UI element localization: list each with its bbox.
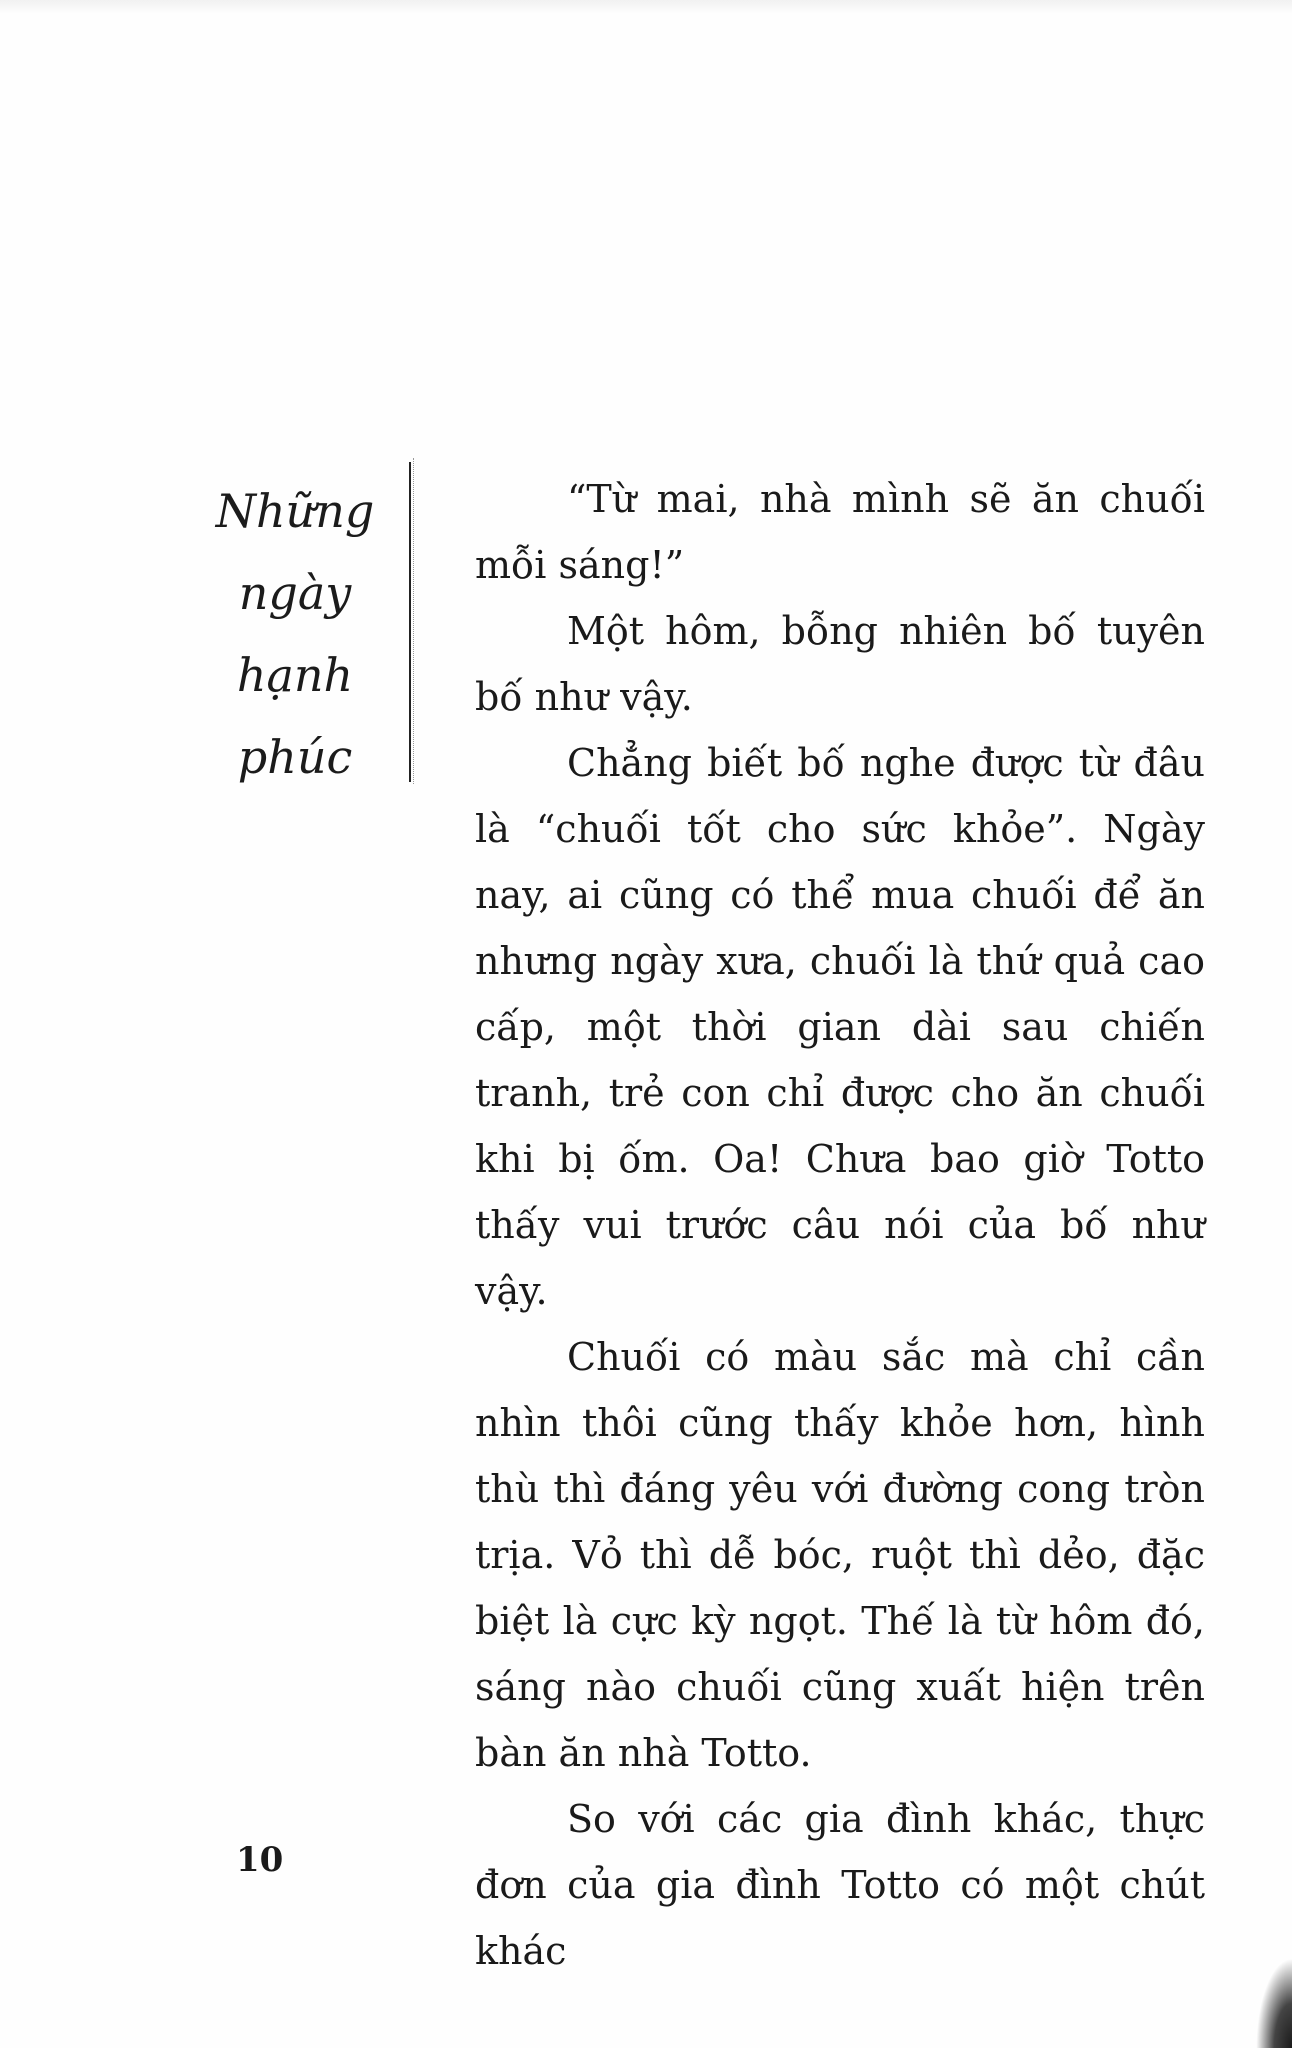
title-divider-dotted: [413, 458, 414, 784]
title-divider: [409, 462, 411, 782]
page-top-edge: [0, 0, 1292, 14]
chapter-title-line: Những: [215, 484, 375, 538]
paragraph: Một hôm, bỗng nhiên bố tuyên bố như vậy.: [475, 609, 1205, 719]
chapter-title: [190, 470, 400, 798]
chapter-title-line: phúc: [237, 730, 353, 784]
paragraph: So với các gia đình khác, thực đơn của gia đình Totto có một chút khác: [475, 1797, 1205, 1973]
chapter-title-line: hạnh: [236, 648, 354, 702]
paragraph: Chẳng biết bố nghe được từ đâu là “chuối tốt cho sức khỏe”. Ngày nay, ai cũng có thể mua chuối để ăn nhưng ngày xưa, chuối là thứ quả cao cấp, một thời gian dài sau chiến tranh, trẻ con chỉ được cho ăn chuối khi bị ốm. Oa! Chưa bao giờ Totto thấy vui trước câu nói của bố như vậy.: [475, 741, 1205, 1313]
chapter-title-line: ngày: [238, 566, 352, 620]
page-corner-shadow: [1256, 1958, 1292, 2048]
body-text: [475, 466, 1205, 1984]
paragraph: “Từ mai, nhà mình sẽ ăn chuối mỗi sáng!”: [475, 477, 1205, 587]
paragraph: Chuối có màu sắc mà chỉ cần nhìn thôi cũng thấy khỏe hơn, hình thù thì đáng yêu với đường cong tròn trịa. Vỏ thì dễ bóc, ruột thì dẻo, đặc biệt là cực kỳ ngọt. Thế là từ hôm đó, sáng nào chuối cũng xuất hiện trên bàn ăn nhà Totto.: [475, 1335, 1205, 1775]
page-number: 10: [236, 1840, 284, 1880]
